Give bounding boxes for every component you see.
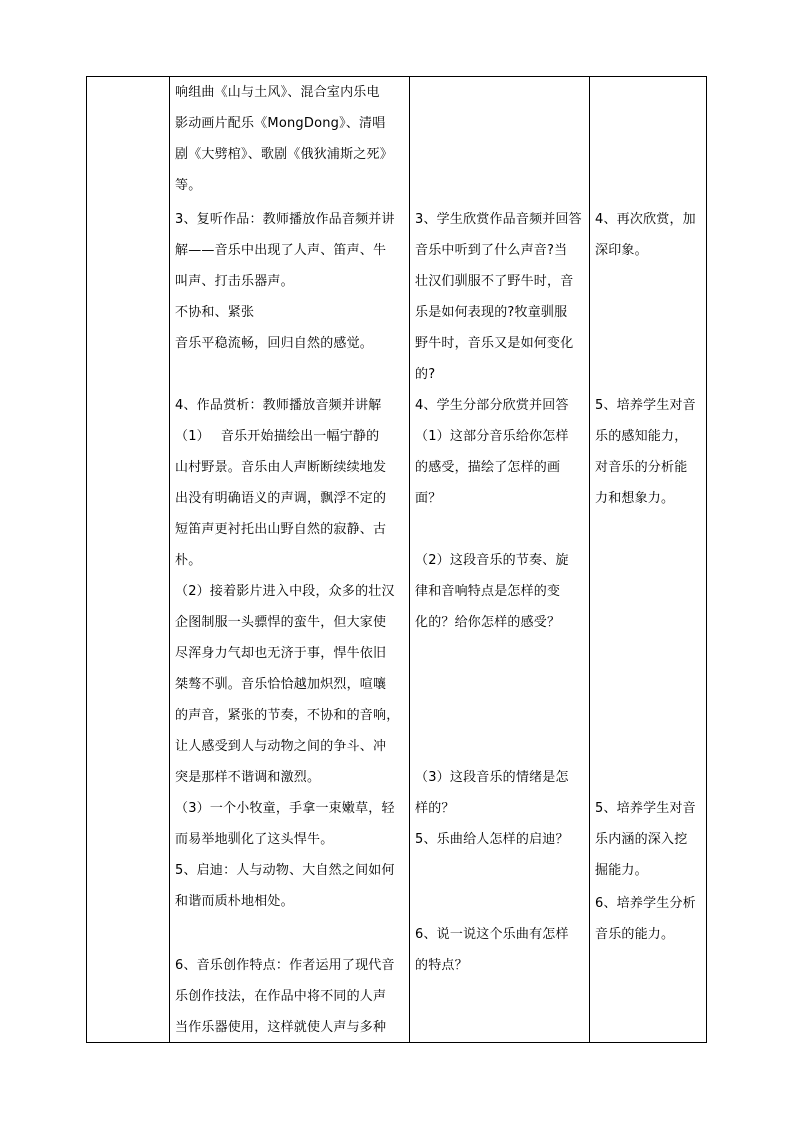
content-line: 山村野景。音乐由人声断断续续地发 bbox=[175, 460, 387, 475]
student-line: 样的？ bbox=[415, 801, 455, 816]
content-line: 让人感受到人与动物之间的争斗、冲 bbox=[175, 739, 387, 754]
content-line: 突是那样不谐调和激烈。 bbox=[175, 770, 321, 785]
content-line: 尽浑身力气却也无济于事，悍牛依旧 bbox=[175, 646, 387, 661]
lesson-plan-table bbox=[86, 76, 707, 1043]
content-line: 桀骜不驯。音乐恰恰越加炽烈，喧嚷 bbox=[175, 677, 387, 692]
column-divider bbox=[169, 77, 170, 1042]
content-line: 的声音，紧张的节奏，不协和的音响， bbox=[175, 708, 400, 723]
student-line: 野牛时，音乐又是如何变化 bbox=[415, 336, 574, 351]
purpose-line: 5、培养学生对音 bbox=[595, 801, 696, 816]
content-line: 和谐而质朴地相处。 bbox=[175, 894, 294, 909]
content-line: 等。 bbox=[175, 178, 202, 193]
student-line: 4、学生分部分欣赏并回答 bbox=[415, 398, 569, 413]
student-line: 律和音响特点是怎样的变 bbox=[415, 584, 561, 599]
student-line: （3）这段音乐的情绪是怎 bbox=[415, 770, 569, 785]
purpose-line: 乐的感知能力， bbox=[595, 429, 688, 444]
student-line: 音乐中听到了什么声音?当 bbox=[415, 243, 568, 258]
purpose-line: 5、培养学生对音 bbox=[595, 398, 696, 413]
purpose-line: 6、培养学生分析 bbox=[595, 896, 696, 911]
content-line: （2）接着影片进入中段，众多的壮汉 bbox=[175, 584, 395, 599]
purpose-line: 力和想象力。 bbox=[595, 491, 675, 506]
content-line: 企图制服一头骠悍的蛮牛，但大家使 bbox=[175, 615, 387, 630]
purpose-line: 4、再次欣赏，加 bbox=[595, 212, 696, 227]
column-divider bbox=[589, 77, 590, 1042]
content-line: 6、音乐创作特点：作者运用了现代音 bbox=[175, 958, 395, 973]
content-line: 朴。 bbox=[175, 553, 202, 568]
student-line: 乐是如何表现的?牧童驯服 bbox=[415, 305, 568, 320]
purpose-line: 深印象。 bbox=[595, 243, 648, 258]
purpose-line: 乐内涵的深入挖 bbox=[595, 832, 688, 847]
student-line: （1）这部分音乐给你怎样 bbox=[415, 429, 569, 444]
student-line: 的? bbox=[415, 367, 436, 382]
content-line: 乐创作技法，在作品中将不同的人声 bbox=[175, 989, 387, 1004]
content-line: 影动画片配乐《MongDong》、清唱 bbox=[175, 116, 386, 131]
content-line: 当作乐器使用，这样就使人声与多种 bbox=[175, 1020, 387, 1035]
content-line: 5、启迪：人与动物、大自然之间如何 bbox=[175, 863, 395, 878]
content-line: （3）一个小牧童，手拿一束嫩草，轻 bbox=[175, 801, 395, 816]
purpose-line: 对音乐的分析能 bbox=[595, 460, 688, 475]
student-line: 6、说一说这个乐曲有怎样 bbox=[415, 927, 569, 942]
content-line: （1） 音乐开始描绘出一幅宁静的 bbox=[175, 429, 380, 444]
content-line: 不协和、紧张 bbox=[175, 305, 255, 320]
content-line: 音乐平稳流畅，回归自然的感觉。 bbox=[175, 336, 374, 351]
student-line: 壮汉们驯服不了野牛时，音 bbox=[415, 274, 574, 289]
content-line: 而易举地驯化了这头悍牛。 bbox=[175, 832, 334, 847]
content-line: 解——音乐中出现了人声、笛声、牛 bbox=[175, 243, 387, 258]
student-line: 的感受，描绘了怎样的画 bbox=[415, 460, 561, 475]
student-line: （2）这段音乐的节奏、旋 bbox=[415, 553, 569, 568]
content-line: 4、作品赏析：教师播放音频并讲解 bbox=[175, 398, 382, 413]
content-line: 响组曲《山与土风》、混合室内乐电 bbox=[175, 85, 380, 100]
student-line: 面？ bbox=[415, 491, 442, 506]
content-line: 出没有明确语义的声调，飘浮不定的 bbox=[175, 491, 387, 506]
purpose-line: 音乐的能力。 bbox=[595, 927, 675, 942]
content-line: 短笛声更衬托出山野自然的寂静、古 bbox=[175, 522, 387, 537]
content-line: 叫声、打击乐器声。 bbox=[175, 274, 294, 289]
student-line: 5、乐曲给人怎样的启迪？ bbox=[415, 832, 569, 847]
content-line: 3、复听作品：教师播放作品音频并讲 bbox=[175, 212, 395, 227]
student-line: 的特点？ bbox=[415, 958, 468, 973]
student-line: 化的？给你怎样的感受？ bbox=[415, 615, 561, 630]
purpose-line: 掘能力。 bbox=[595, 863, 648, 878]
column-divider bbox=[409, 77, 410, 1042]
student-line: 3、学生欣赏作品音频并回答 bbox=[415, 212, 582, 227]
content-line: 剧《大劈棺》、歌剧《俄狄浦斯之死》 bbox=[175, 147, 393, 162]
